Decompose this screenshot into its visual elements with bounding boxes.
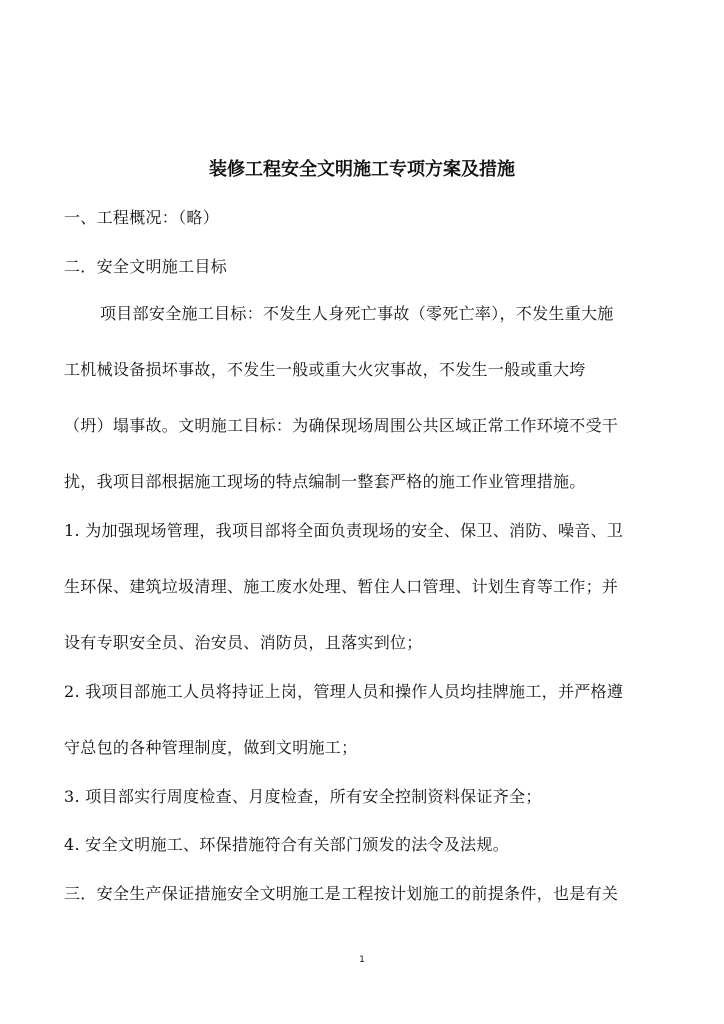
- paragraph-line: 项目部安全施工目标：不发生人身死亡事故（零死亡率），不发生重大施: [100, 304, 614, 323]
- paragraph-line: 守总包的各种管理制度，做到文明施工；: [64, 738, 358, 757]
- section-heading: 二．安全文明施工目标: [64, 257, 228, 276]
- paragraph-line: 扰，我项目部根据施工现场的特点编制一整套严格的施工作业管理措施。: [64, 472, 586, 491]
- list-item-1: 1. 为加强现场管理，我项目部将全面负责现场的安全、保卫、消防、噪音、卫: [64, 521, 624, 540]
- paragraph-line: 工机械设备损坏事故，不发生一般或重大火灾事故，不发生一般或重大垮: [64, 360, 586, 379]
- paragraph-line: 设有专职安全员、治安员、消防员，且落实到位；: [64, 633, 423, 652]
- section-heading: 三．安全生产保证措施安全文明施工是工程按计划施工的前提条件，也是有关: [64, 884, 619, 903]
- paragraph-line: （坍）塌事故。文明施工目标：为确保现场周围公共区域正常工作环境不受干: [64, 416, 619, 435]
- paragraph-line: 生环保、建筑垃圾清理、施工废水处理、暂住人口管理、计划生育等工作；并: [64, 577, 619, 596]
- page-number: 1: [359, 955, 365, 965]
- section-heading: 一、工程概况：（略）: [64, 208, 220, 227]
- document-title: 装修工程安全文明施工专项方案及措施: [209, 159, 515, 180]
- list-item-4: 4. 安全文明施工、环保措施符合有关部门颁发的法令及法规。: [64, 835, 510, 854]
- list-item-2: 2. 我项目部施工人员将持证上岗，管理人员和操作人员均挂牌施工，并严格遵: [64, 682, 624, 701]
- list-item-3: 3. 项目部实行周度检查、月度检查，所有安全控制资料保证齐全；: [64, 787, 542, 806]
